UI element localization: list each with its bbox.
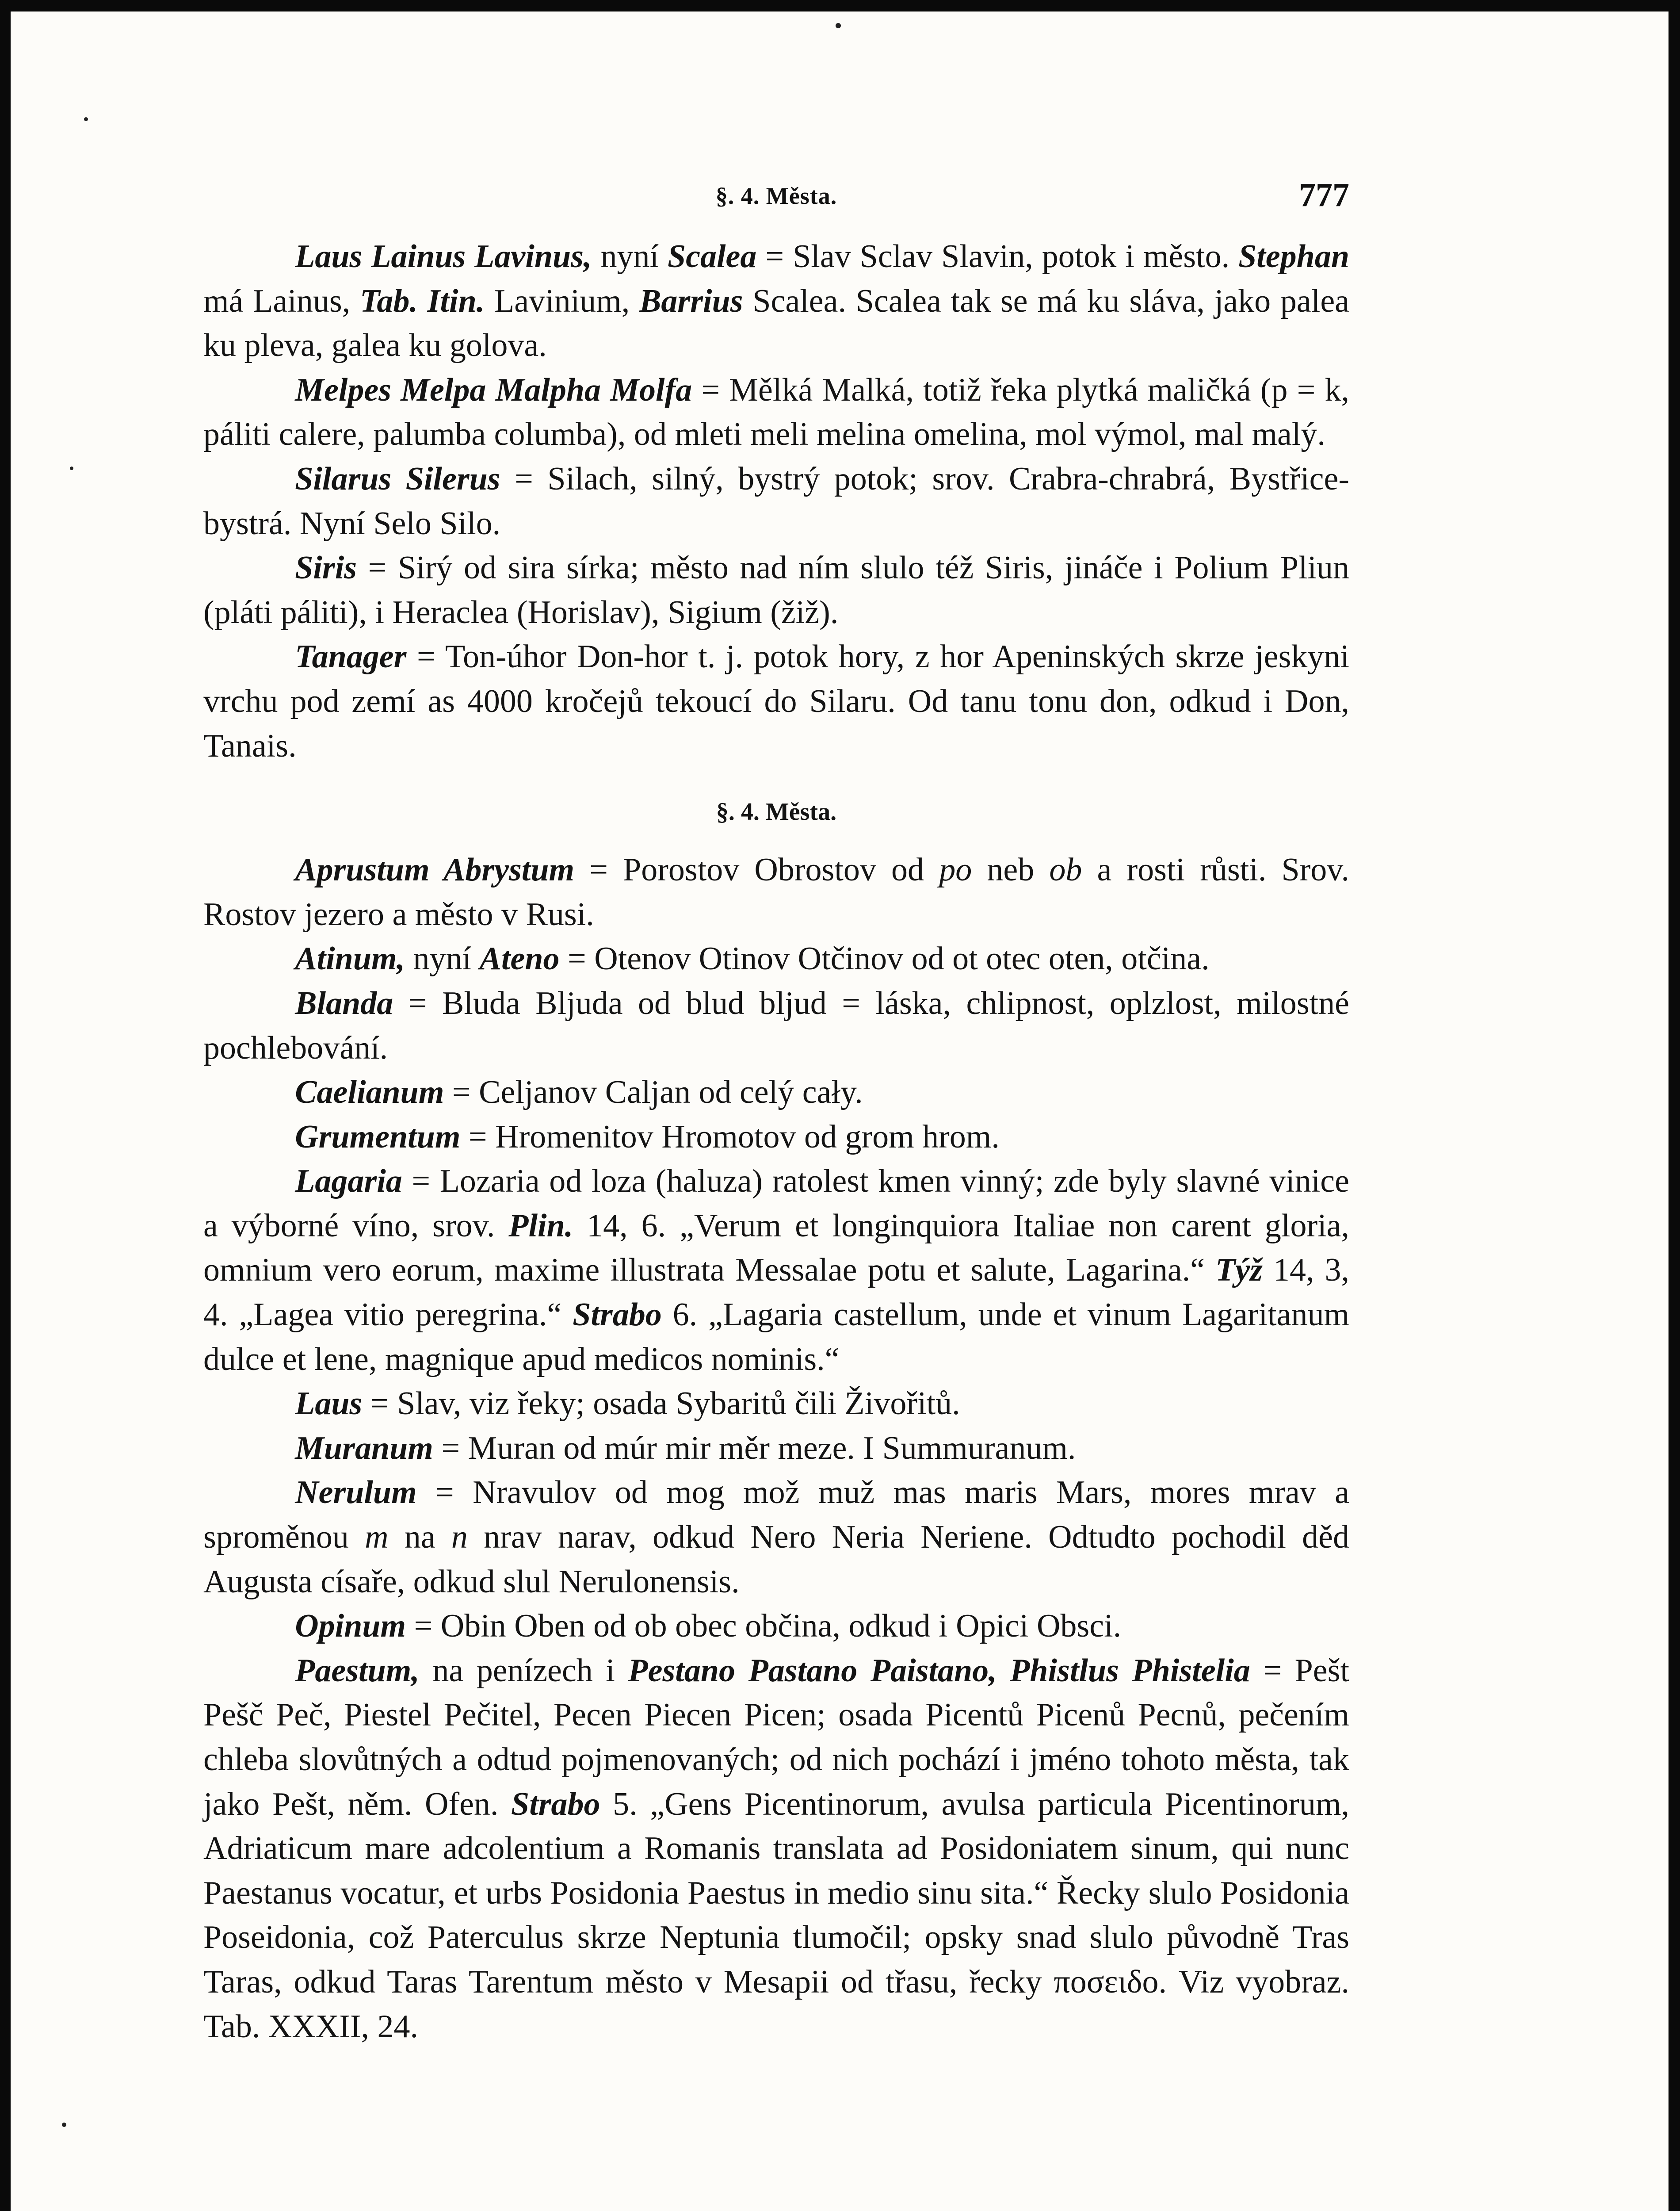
- source-reference: Týž: [1215, 1252, 1263, 1289]
- entry-text: Scalea. Scalea tak se má ku sláva, jako palea ku pleva, galea ku golova.: [203, 283, 1350, 364]
- entry-silarus: [203, 457, 1349, 546]
- entry-text: = Sirý od sira sírka; město nad ním slulo též Siris, jináče i Polium Pliun (pláti páliti), i Heraclea (Horislav), Sigium (žiž).: [203, 550, 1349, 631]
- source-reference: Plin.: [508, 1207, 573, 1244]
- entry-text: 14, 3, 4. „Lagea vitio peregrina.“: [203, 1252, 1349, 1333]
- entry-laus-town: [203, 1381, 1349, 1426]
- entry-italic: m: [365, 1519, 389, 1556]
- entry-text: nrav narav, odkud Nero Neria Neriene. Odtudto pochodil děd Augusta císaře, odkud slul Nerulonensis.: [203, 1519, 1349, 1600]
- page-body: [203, 234, 1349, 2049]
- scan-speck: [836, 23, 841, 28]
- entry-term: Silarus Silerus: [295, 460, 500, 497]
- entry-text: = Hromenitov Hromotov od grom hrom.: [460, 1118, 1000, 1155]
- entry-text: = Slav Sclav Slavin, potok i město.: [756, 238, 1239, 275]
- entry-text: 6. „Lagaria castellum, unde et vinum Lagaritanum dulce et lene, magnique apud medicos nominis.“: [203, 1297, 1350, 1377]
- entry-italic: n: [451, 1519, 468, 1556]
- entry-term: Scalea: [668, 238, 757, 275]
- scan-speck: [84, 117, 88, 121]
- entry-text: = Bluda Bljuda od blud bljud = láska, chlipnost, oplzlost, milostné pochlebování.: [203, 985, 1349, 1066]
- entry-term: Melpes Melpa Malpha Molfa: [295, 371, 692, 408]
- entry-term: Siris: [295, 550, 357, 586]
- entry-term: Pestano Pastano Paistano, Phistlus Phistelia: [628, 1652, 1250, 1689]
- section-heading: §. 4. Města.: [716, 798, 837, 826]
- source-reference: Strabo: [573, 1297, 662, 1333]
- entry-italic: po: [939, 852, 972, 888]
- entry-term: Ateno: [479, 941, 560, 977]
- scan-speck: [62, 2123, 66, 2127]
- entry-text: a rosti růsti. Srov. Rostov jezero a město v Rusi.: [203, 852, 1349, 933]
- entry-text: = Otenov Otinov Otčinov od ot otec oten, otčina.: [559, 941, 1210, 977]
- page-number: 777: [1299, 176, 1349, 214]
- entry-text: na: [388, 1519, 451, 1556]
- entry-text: = Pešt Pešč Peč, Piestel Pečitel, Pecen Piecen Picen; osada Picentů Picenů Pecnů, pečením chleba slovůtných a odtud pojmenovaných; od nich pochází i jméno tohoto města, tak jako Pešt, něm. Ofen.: [203, 1652, 1350, 1822]
- entry-muranum: [203, 1426, 1349, 1471]
- entry-text: 5. „Gens Picentinorum, avulsa particula Picentinorum, Adriaticum mare adcolentium a Romanis translata ad Posidoniatem sinum, qui nunc Paestanus vocatur, et urbs Posidonia Paestus in medio sinu sita.“ Řecky slulo Posidonia Poseidonia, což Paterculus skrze Neptunia tlumočil; opsky snad slulo původně Tras Taras, odkud Taras Tarentum město v Mesapii od třasu, řecky ποσειδο. Viz vyobraz. Tab. XXXII, 24.: [203, 1786, 1350, 2045]
- entry-term: Nerulum: [295, 1474, 417, 1511]
- entry-term: Lagaria: [295, 1163, 402, 1200]
- entry-term: Opinum: [295, 1608, 406, 1645]
- entry-text: neb: [972, 852, 1050, 888]
- entry-text: nyní: [405, 941, 480, 977]
- entry-term: Atinum,: [295, 941, 405, 977]
- entry-term: Aprustum Abrystum: [295, 852, 575, 888]
- entry-term: Grumentum: [295, 1118, 461, 1155]
- entry-term: Laus: [295, 1385, 363, 1422]
- scan-border-top: [0, 0, 1680, 11]
- entry-grumentum: [203, 1115, 1349, 1159]
- entry-text: = Porostov Obrostov od: [574, 852, 939, 888]
- scan-speck: [70, 467, 73, 470]
- page-header: [203, 176, 1349, 220]
- entry-opinum: [203, 1604, 1349, 1649]
- entry-text: = Muran od múr mir měr meze. I Summuranum.: [433, 1430, 1076, 1466]
- entry-tanager: [203, 635, 1349, 768]
- entry-term: Blanda: [295, 985, 393, 1021]
- source-reference: Stephan: [1238, 238, 1349, 275]
- entry-laus-river: [203, 234, 1349, 368]
- source-reference: Tab. Itin.: [359, 283, 485, 319]
- entry-text: = Celjanov Caljan od celý cały.: [444, 1074, 863, 1111]
- entry-text: = Obin Oben od ob obec občina, odkud i Opici Obsci.: [406, 1608, 1122, 1645]
- entry-text: = Slav, viz řeky; osada Sybaritů čili Živořitů.: [362, 1385, 960, 1422]
- entry-text: = Lozaria od loza (haluza) ratolest kmen vinný; zde byly slavné vinice a výborné víno, srov.: [203, 1163, 1349, 1244]
- entry-text: = Ton-úhor Don-hor t. j. potok hory, z hor Apeninských skrze jeskyni vrchu pod zemí as 4000 kročejů tekoucí do Silaru. Od tanu tonu don, odkud i Don, Tanais.: [203, 639, 1349, 764]
- entry-siris: [203, 546, 1349, 635]
- entry-aprustum: [203, 848, 1349, 937]
- entry-italic: ob: [1049, 852, 1082, 888]
- scan-border-right: [1669, 0, 1680, 2211]
- entry-term: Laus Lainus Lavinus,: [295, 238, 592, 275]
- entry-text: = Mělká Malká, totiž řeka plytká maličká (p = k, páliti calere, palumba columba), od mleti meli melina omelina, mol výmol, mal malý.: [203, 371, 1349, 453]
- entry-text: Lavinium,: [485, 283, 640, 319]
- entry-text: = Nravulov od mog mož muž mas maris Mars, mores mrav a sproměnou: [203, 1474, 1349, 1556]
- entry-term: Caelianum: [295, 1074, 444, 1111]
- entry-text: má Lainus,: [203, 283, 360, 319]
- entry-term: Muranum: [295, 1430, 433, 1466]
- source-reference: Strabo: [511, 1786, 600, 1822]
- entry-atinum: [203, 937, 1349, 981]
- entry-term: Paestum,: [295, 1652, 420, 1689]
- entry-nerulum: [203, 1470, 1349, 1604]
- entry-text: nyní: [592, 238, 668, 275]
- entry-melpes: [203, 368, 1349, 457]
- entry-text: na penízech i: [419, 1652, 628, 1689]
- entry-caelianum: [203, 1070, 1349, 1115]
- scan-border-left: [0, 0, 11, 2211]
- source-reference: Barrius: [639, 283, 743, 319]
- running-head: §. 4. Města.: [715, 183, 837, 209]
- entry-blanda: [203, 981, 1349, 1070]
- entry-term: Tanager: [295, 639, 407, 675]
- entry-lagaria: [203, 1159, 1349, 1381]
- entry-text: = Silach, silný, bystrý potok; srov. Crabra-chrabrá, Bystřice-bystrá. Nyní Selo Silo.: [203, 460, 1349, 542]
- entry-paestum: [203, 1649, 1349, 2049]
- entry-text: 14, 6. „Verum et longinquiora Italiae non carent gloria, omnium vero eorum, maxime illustrata Messalae potu et salute, Lagarina.“: [203, 1207, 1349, 1289]
